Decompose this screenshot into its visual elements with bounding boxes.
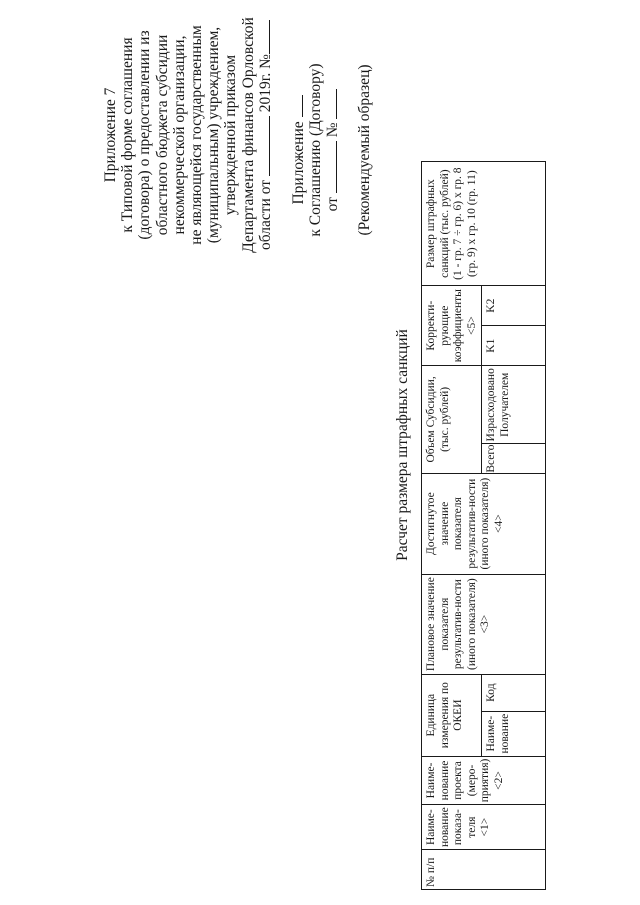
blank-agreement-date: [324, 141, 337, 193]
appendix-7-line: не являющейся государственным: [188, 25, 206, 245]
col-header-unit: Единица измерения по ОКЕИ: [422, 674, 482, 756]
appendix-from-line: от №: [324, 50, 341, 250]
table-title: Расчет размера штрафных санкций: [394, 329, 411, 561]
recommended-sample-label: (Рекомендуемый образец): [356, 64, 373, 236]
col-header-indicator: Наиме-нование показа-теля <1>: [422, 805, 546, 850]
appendix-7-line: некоммерческой организации,: [170, 35, 188, 235]
appendix-agreement-line: к Соглашению (Договору): [307, 63, 325, 237]
col-header-subsidy: Объем Субсидии, (тыс. рублей): [422, 366, 482, 473]
col-header-subsidy-spent: Израсходовано Получателем: [482, 366, 546, 444]
col-header-unit-name: Наиме-нование: [482, 711, 546, 756]
appendix-7-line: (договора) о предоставлении из: [136, 30, 154, 240]
appendix-7-line: областного бюджета субсидии: [153, 34, 171, 236]
appendix-7-line: Департамента финансов Орловской: [239, 17, 257, 253]
appendix-7-line: (муниципальным) учреждением,: [205, 26, 223, 244]
penalty-table: [421, 161, 546, 890]
appendix-7-line: к Типовой форме соглашения: [119, 37, 137, 233]
table-header-row: [422, 162, 482, 890]
col-header-subsidy-total: Всего: [482, 444, 546, 473]
col-header-coefficients: Корректи-рующие коэффициенты <5>: [422, 286, 482, 366]
blank-date: [257, 116, 270, 176]
col-header-number: № п/п: [422, 850, 546, 890]
col-header-achieved-value: Достигнутое значение показателя результатив-ности (иного показателя) <4>: [422, 473, 546, 574]
col-header-unit-code: Код: [482, 674, 546, 711]
appendix-agreement-block: [290, 50, 342, 250]
col-header-k2: K2: [482, 286, 546, 326]
col-header-k1: K1: [482, 326, 546, 366]
col-header-planned-value: Плановое значение показателя результатив-ности (иного показателя) <3>: [422, 574, 546, 674]
blank-appendix-number: [290, 95, 303, 117]
col-header-penalty: Размер штрафных санкций (тыс. рублей) (1 - гр. 7 ÷ гр. 6) x гр. 8 (гр. 9) x гр. 10 (гр. 11): [422, 162, 546, 286]
blank-number: [257, 20, 270, 54]
appendix-7-line: Приложение 7: [102, 87, 119, 183]
blank-agreement-number: [324, 89, 337, 119]
col-header-project: Наиме-нование проекта (меро-приятия) <2>: [422, 756, 546, 805]
appendix-7-block: [102, 0, 274, 275]
appendix-title-line: Приложение: [290, 50, 307, 250]
appendix-7-date-line: области от 2019г. №: [257, 0, 274, 275]
appendix-7-line: утвержденной приказом: [222, 54, 240, 216]
